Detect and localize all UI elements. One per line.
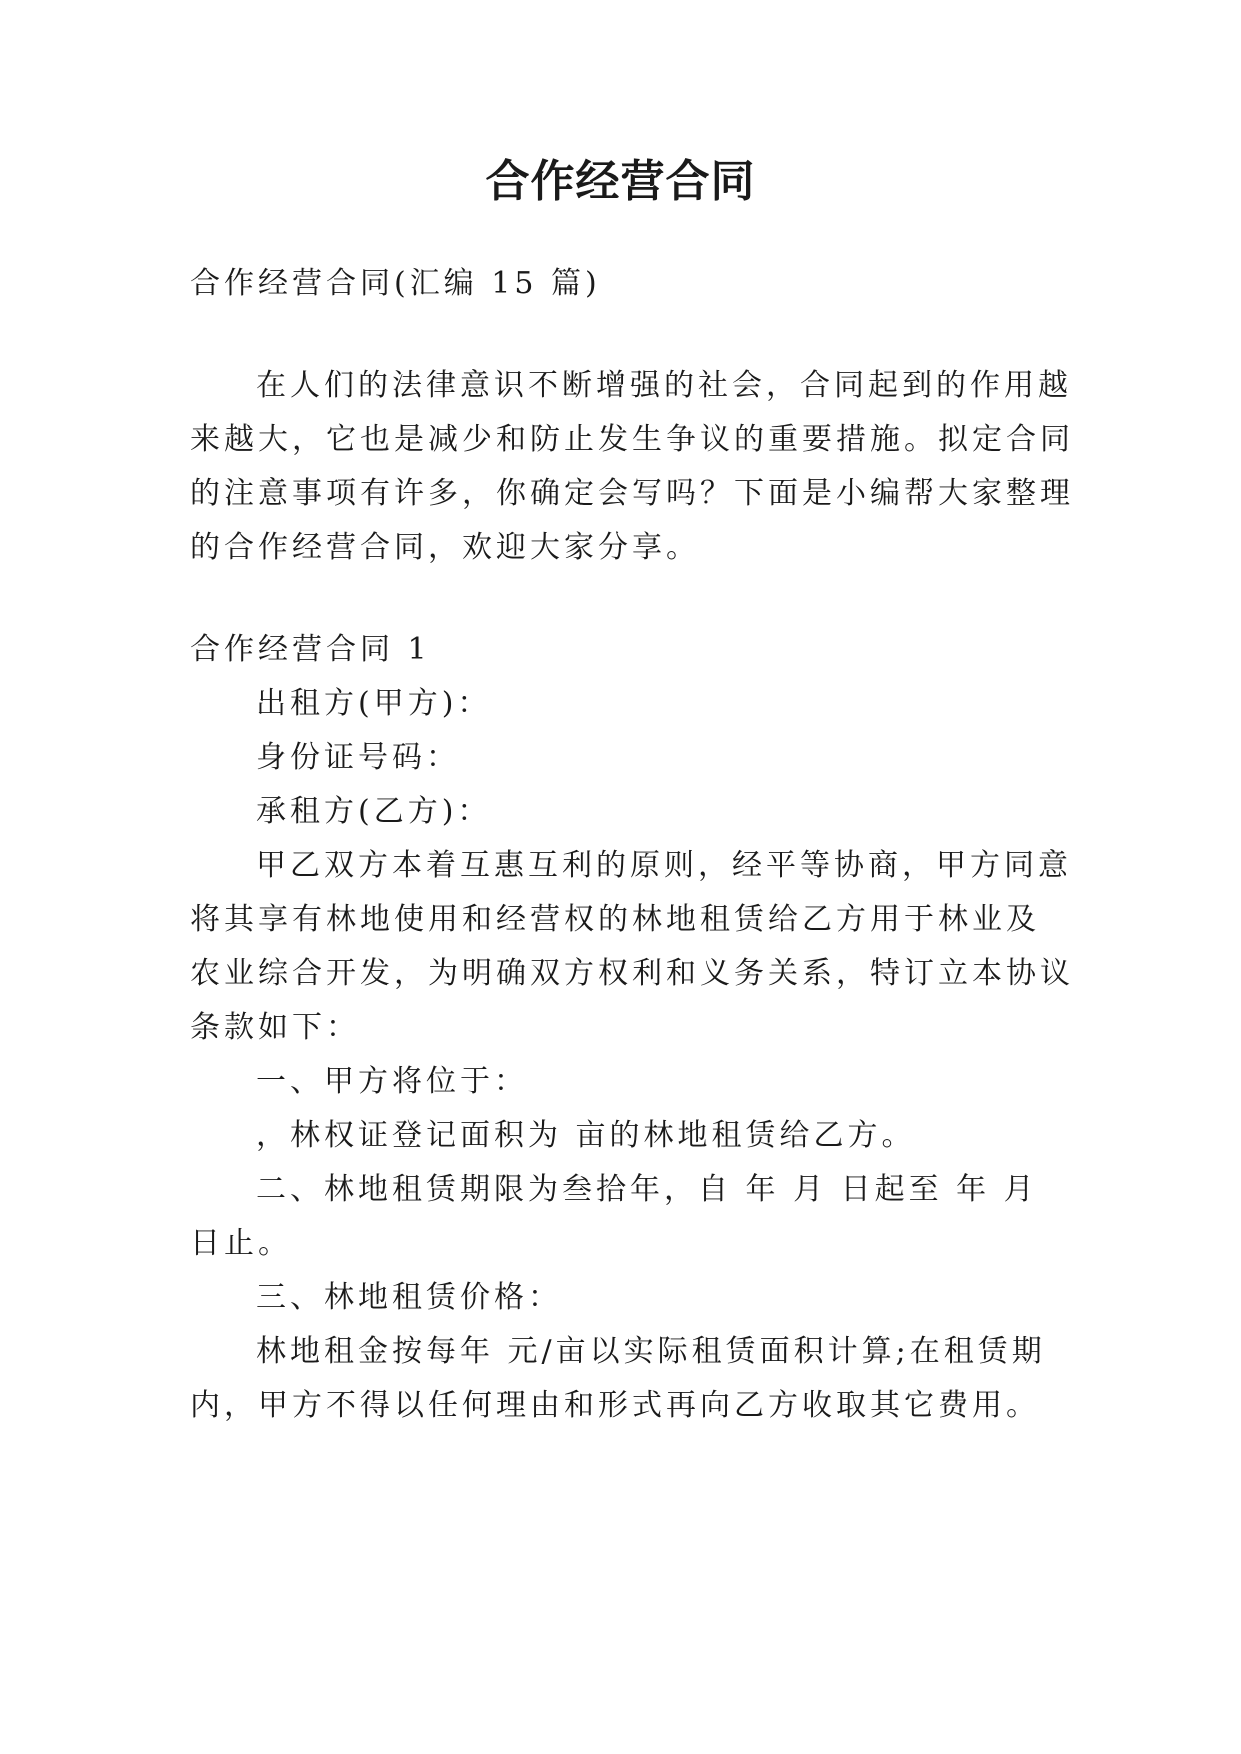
body-line: 二、林地租赁期限为叁拾年，自 年 月 日起至 年 月 (256, 1172, 1038, 1207)
section-heading: 合作经营合同 1 (190, 632, 431, 667)
body-line: 日止。 (190, 1226, 292, 1261)
body-line: 将其享有林地使用和经营权的林地租赁给乙方用于林业及 (190, 902, 1040, 937)
document-title: 合作经营合同 (485, 156, 756, 207)
body-line: 农业综合开发，为明确双方权利和义务关系，特订立本协议 (190, 956, 1074, 991)
intro-line: 的注意事项有许多，你确定会写吗？下面是小编帮大家整理 (190, 476, 1074, 511)
body-line: 一、甲方将位于： (256, 1064, 528, 1099)
body-line: ，林权证登记面积为 亩的林地租赁给乙方。 (256, 1118, 916, 1153)
intro-line: 在人们的法律意识不断增强的社会，合同起到的作用越 (256, 368, 1072, 403)
body-line: 出租方(甲方)： (256, 686, 492, 721)
body-line: 身份证号码： (256, 740, 460, 775)
document-subtitle: 合作经营合同(汇编 15 篇) (190, 266, 601, 301)
intro-line: 来越大，它也是减少和防止发生争议的重要措施。拟定合同 (190, 422, 1074, 457)
intro-line: 的合作经营合同，欢迎大家分享。 (190, 530, 700, 565)
body-line: 内，甲方不得以任何理由和形式再向乙方收取其它费用。 (190, 1388, 1040, 1423)
body-line: 甲乙双方本着互惠互利的原则，经平等协商，甲方同意 (256, 848, 1072, 883)
body-line: 林地租金按每年 元/亩以实际租赁面积计算;在租赁期 (256, 1334, 1046, 1369)
body-line: 条款如下： (190, 1010, 360, 1045)
body-line: 三、林地租赁价格： (256, 1280, 562, 1315)
body-line: 承租方(乙方)： (256, 794, 492, 829)
